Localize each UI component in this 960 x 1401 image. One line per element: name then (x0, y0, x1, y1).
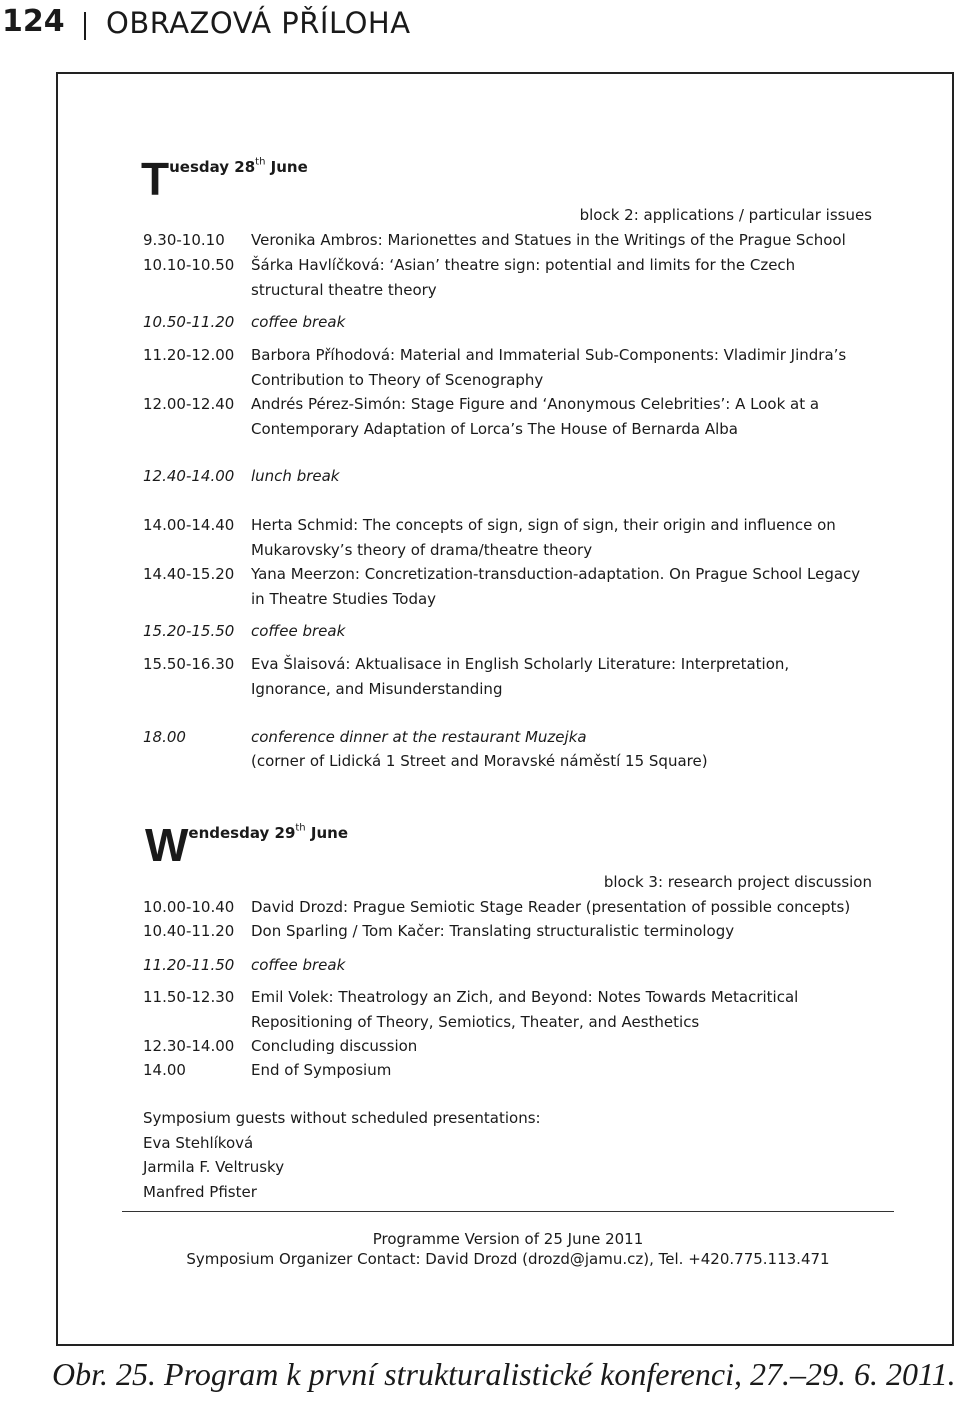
row-text: Šárka Havlíčková: ‘Asian’ theatre sign: potential and limits for the Czech structural theatre theory (251, 256, 796, 299)
guest-name: Manfred Pfister (143, 1182, 257, 1201)
schedule-row (143, 392, 851, 441)
block-title: block 3: research project discussion (603, 873, 872, 891)
row-text: coffee break (251, 622, 346, 640)
row-text: (corner of Lidická 1 Street and Moravské náměstí 15 Square) (251, 752, 708, 770)
row-time: 9.30-10.10 (143, 231, 225, 249)
row-time: 12.30-14.00 (143, 1037, 235, 1055)
row-time: 12.40-14.00 (143, 467, 235, 485)
row-time: 11.20-12.00 (143, 346, 235, 364)
schedule-row-continuation (143, 749, 871, 774)
row-text: Don Sparling / Tom Kačer: Translating structuralistic terminology (251, 922, 735, 940)
figure-caption: Obr. 25. Program k první strukturalistické konferenci, 27.–29. 6. 2011. (52, 1356, 956, 1392)
guests-heading: Symposium guests without scheduled presentations: (143, 1109, 541, 1127)
row-text: End of Symposium (251, 1061, 392, 1079)
schedule-row (143, 985, 831, 1034)
row-text: lunch break (251, 467, 340, 485)
page-number: 124 (2, 4, 65, 39)
schedule-row (143, 310, 871, 335)
row-time: 14.00 (143, 1061, 186, 1079)
schedule-row (143, 562, 871, 611)
row-time: 10.00-10.40 (143, 898, 235, 916)
row-text: Veronika Ambros: Marionettes and Statues in the Writings of the Prague School (251, 231, 846, 249)
schedule-row (143, 464, 871, 489)
header-divider (84, 12, 86, 40)
row-time: 15.20-15.50 (143, 622, 235, 640)
schedule-row (143, 1034, 871, 1059)
schedule-row (143, 725, 871, 750)
day-heading-tuesday: Tuesday 28th June (141, 153, 308, 205)
schedule-row (143, 513, 871, 562)
row-text: Concluding discussion (251, 1037, 418, 1055)
schedule-row (143, 895, 891, 920)
row-time: 15.50-16.30 (143, 655, 235, 673)
day-heading-wednesday: Wendesday 29th June (145, 819, 348, 871)
schedule-row (143, 619, 871, 644)
row-time: 10.40-11.20 (143, 922, 235, 940)
footer-divider (122, 1211, 894, 1212)
schedule-row (143, 228, 891, 253)
schedule-row (143, 953, 871, 978)
row-text: coffee break (251, 956, 346, 974)
block-title: block 2: applications / particular issues (579, 206, 872, 224)
row-text: David Drozd: Prague Semiotic Stage Reader (presentation of possible concepts) (251, 898, 851, 916)
guest-name: Jarmila F. Veltrusky (143, 1158, 285, 1176)
organizer-contact: Symposium Organizer Contact: David Drozd (drozd@jamu.cz), Tel. +420.775.113.471 (186, 1250, 830, 1268)
schedule-row (143, 1058, 871, 1083)
schedule-row (143, 253, 831, 302)
schedule-row (143, 343, 871, 392)
row-time: 18.00 (143, 728, 186, 746)
section-title: OBRAZOVÁ PŘÍLOHA (106, 6, 411, 40)
row-text: Herta Schmid: The concepts of sign, sign of sign, their origin and influence on Mukarovsky’s theory of drama/theatre theory (251, 516, 836, 559)
row-time: 14.00-14.40 (143, 516, 235, 534)
schedule-row (143, 919, 871, 944)
row-text: coffee break (251, 313, 346, 331)
row-time: 10.50-11.20 (143, 313, 235, 331)
row-time: 12.00-12.40 (143, 395, 235, 413)
row-text: Yana Meerzon: Concretization-transduction-adaptation. On Prague School Legacy in Theatre Studies Today (251, 565, 861, 608)
row-time: 11.50-12.30 (143, 988, 235, 1006)
guests-list (143, 1106, 541, 1204)
row-text: Eva Šlaisová: Aktualisace in English Scholarly Literature: Interpretation, Ignorance, and Misunderstanding (251, 655, 790, 698)
guest-name: Eva Stehlíková (143, 1133, 254, 1152)
row-text: conference dinner at the restaurant Muzejka (251, 728, 587, 746)
row-text: Barbora Příhodová: Material and Immaterial Sub-Components: Vladimir Jindra’s Contribution to Theory of Scenography (251, 346, 847, 389)
row-time: 14.40-15.20 (143, 565, 235, 583)
schedule-row (143, 652, 821, 701)
row-time: 11.20-11.50 (143, 956, 235, 974)
programme-version: Programme Version of 25 June 2011 (372, 1230, 644, 1248)
row-text: Andrés Pérez-Simón: Stage Figure and ‘Anonymous Celebrities’: A Look at a Contemporary Adaptation of Lorca’s The House of Bernarda Alba (251, 395, 820, 438)
row-text: Emil Volek: Theatrology an Zich, and Beyond: Notes Towards Metacritical Repositioning of Theory, Semiotics, Theater, and Aesthetics (251, 988, 799, 1031)
row-time: 10.10-10.50 (143, 256, 235, 274)
